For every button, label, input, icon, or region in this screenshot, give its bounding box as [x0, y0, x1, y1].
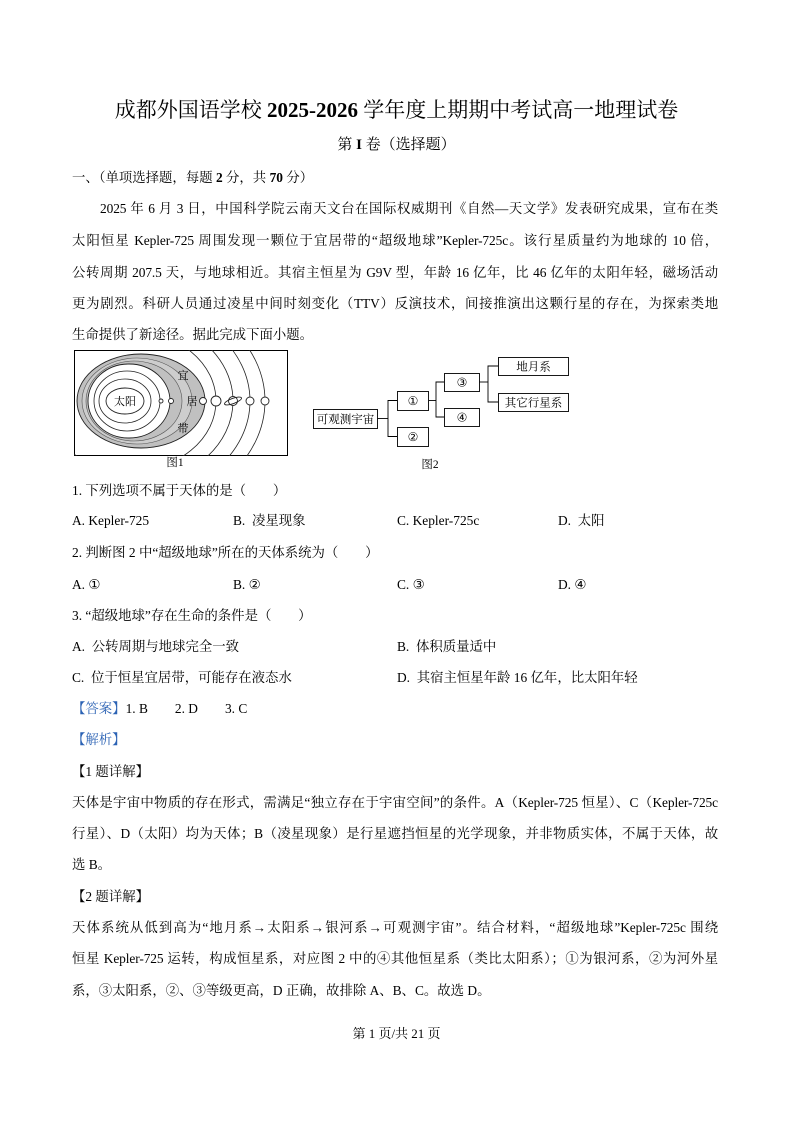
title-rest: 学年度上期期中考试高一地理试卷: [363, 98, 679, 122]
option-d: D. 其宿主恒星年龄 16 亿年，比太阳年轻: [397, 670, 638, 685]
planet-marker: [159, 399, 163, 403]
section-part2: 分，共: [226, 170, 267, 185]
option-b: B. 体积质量适中: [397, 639, 497, 654]
node-observable-universe: [314, 410, 378, 429]
exam-title: [0, 96, 793, 124]
question-1-options: [72, 511, 718, 531]
answer-line: [72, 699, 718, 719]
page-number-footer: 第 1 页/共 21 页: [352, 1026, 441, 1041]
passage-line: 太阳恒星 Kepler-725 周围发现一颗位于宜居带的“超级地球”Kepler-725c。该行星质量约为地球的 10 倍，: [72, 233, 718, 248]
planet-marker: [261, 397, 269, 405]
figure-2-celestial-system-tree: [305, 350, 575, 450]
node-1: [398, 392, 429, 411]
passage-line: 2025 年 6 月 3 日，中国科学院云南天文台在国际权威期刊《自然—天文学》发表研究成果，宣布在类: [100, 201, 718, 216]
answer-item: 1. B: [125, 701, 148, 716]
section-part3: 分）: [286, 170, 314, 185]
node-label: ④: [456, 410, 468, 425]
figure-1-habitable-zone-diagram: [74, 350, 288, 456]
option-c: C. Kepler-725c: [397, 513, 480, 528]
question-3-options-row-2: [72, 668, 718, 688]
node-other-planetary-systems: [499, 394, 569, 412]
section-points-total: 70: [269, 170, 283, 185]
habitable-zone-char: 带: [177, 423, 189, 435]
planet-marker: [211, 396, 221, 406]
option-c: C. 位于恒星宜居带，可能存在液态水: [72, 670, 292, 685]
answer-label: 【答案】: [72, 701, 126, 716]
option-d: D. ④: [558, 577, 587, 592]
analysis-2-line: 恒星 Kepler-725 运转，构成恒星系，对应图 2 中的④其他恒星系（类比太阳系）；①为银河系，②为河外星: [72, 951, 718, 966]
node-label: 其它行星系: [504, 397, 563, 410]
analysis-2-line: 系，③太阳系，②、③等级更高，D 正确，故排除 A、B、C。故选 D。: [72, 983, 491, 998]
sun-label: 太阳: [114, 396, 136, 408]
analysis-1-heading: 【1 题详解】: [72, 764, 149, 779]
question-3-options-row-1: [72, 637, 718, 657]
figure-1-caption: 图1: [166, 457, 184, 469]
section-part1: 一、（单项选择题，每题: [72, 170, 213, 185]
question-1-stem: 1. 下列选项不属于天体的是（ ）: [72, 483, 287, 498]
node-label: ②: [407, 430, 419, 444]
node-label: 地月系: [516, 361, 551, 374]
option-d: D. 太阳: [558, 513, 605, 528]
option-a: A. 公转周期与地球完全一致: [72, 639, 240, 654]
analysis-2-heading: 【2 题详解】: [72, 889, 149, 904]
node-2: [398, 428, 429, 447]
volume-suffix: 卷（选择题）: [365, 137, 456, 153]
habitable-zone-char: 宜: [177, 370, 189, 382]
analysis-1-line: 行星）、D（太阳）均为天体；B（凌星现象）是行星遮挡恒星的光学现象，并非物质实体，不属于天体，故: [72, 826, 718, 841]
node-label: 可观测宇宙: [316, 414, 375, 426]
option-b: B. 凌星现象: [233, 513, 306, 528]
volume-numeral: I: [356, 137, 362, 153]
answer-item: 2. D: [174, 701, 198, 716]
analysis-1-line: 天体是宇宙中物质的存在形式，需满足“独立存在于宇宙空间”的条件。A（Kepler-725 恒星）、C（Kepler-725c: [72, 795, 718, 810]
node-label: ③: [456, 375, 468, 390]
title-year: 2025-2026: [267, 98, 358, 122]
node-4: [445, 409, 480, 427]
passage-line: 更为剧烈。科研人员通过凌星中间时刻变化（TTV）反演技术，间接推演出这颗行星的存在，为探索类地: [72, 296, 718, 311]
habitable-zone-char: 居: [186, 396, 198, 408]
volume-heading: [0, 135, 793, 155]
section-heading: [72, 168, 718, 188]
figure-2-caption: 图2: [421, 459, 439, 471]
volume-prefix: 第: [337, 137, 353, 153]
planet-marker: [246, 397, 254, 405]
node-label: ①: [407, 394, 419, 408]
question-3-stem: 3. “超级地球”存在生命的条件是（ ）: [72, 608, 312, 623]
section-points-each: 2: [215, 170, 223, 185]
option-c: C. ③: [397, 577, 425, 592]
node-3: [445, 374, 480, 392]
question-2-stem: 2. 判断图 2 中“超级地球”所在的天体系统为（ ）: [72, 545, 379, 560]
answer-item: 3. C: [224, 701, 248, 716]
analysis-2-line: 天体系统从低到高为“地月系→太阳系→银河系→可观测宇宙”。结合材料，“超级地球”Kepler-725c 围绕: [72, 920, 718, 935]
analysis-1-line: 选 B。: [72, 857, 112, 872]
title-school: 成都外国语学校: [114, 98, 262, 122]
question-2-options: [72, 575, 718, 595]
passage-line: 公转周期 207.5 天，与地球相近。其宿主恒星为 G9V 型，年龄 16 亿年，比 46 亿年的太阳年轻，磁场活动: [72, 265, 718, 280]
planet-marker: [169, 399, 174, 404]
planet-marker: [200, 398, 207, 405]
node-earth-moon-system: [499, 358, 569, 376]
option-a: A. ①: [72, 577, 101, 592]
option-b: B. ②: [233, 577, 261, 592]
analysis-label: 【解析】: [72, 732, 126, 747]
passage-line: 生命提供了新途径。据此完成下面小题。: [72, 327, 314, 342]
option-a: A. Kepler-725: [72, 513, 150, 528]
